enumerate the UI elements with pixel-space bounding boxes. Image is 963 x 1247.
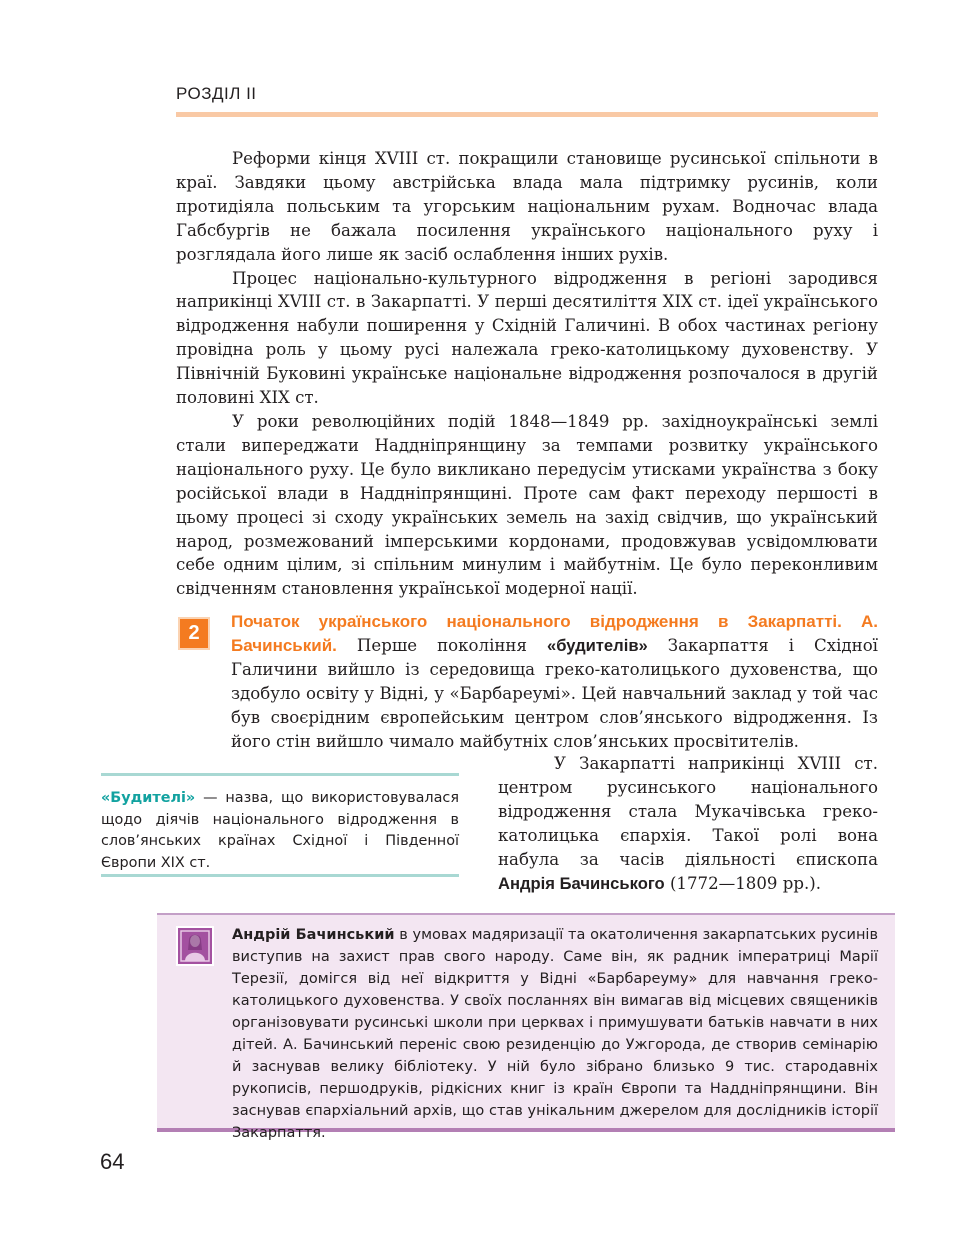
section-term: «будителів» (547, 636, 648, 655)
definition-body: — назва, що використовувалася щодо діячів національного відродження в слов’янських країнах Східної і Південної Європи XIX ст. (101, 790, 459, 871)
right-paragraph (498, 752, 878, 896)
section-intro (176, 610, 878, 754)
portrait-icon (176, 926, 214, 966)
paragraph-3: У роки революційних подій 1848—1849 рр. західноукраїнські землі стали випереджати Наддніпрянщину за темпами розвитку українського національного руху. Це було викликано передусім утисками українства з боку російської влади в Наддніпрянщині. Проте сам факт переходу першості в цьому процесі зі сходу українських земель на захід свідчив, що український народ, розмежований імперськими кордонами, продовжував усвідомлювати себе одним цілим, зі спільним минулим і майбутнім. Це було переконливим свідченням становлення української модерної нації. (176, 411, 878, 599)
biography-text (232, 924, 878, 1144)
definition-text (101, 788, 459, 874)
section-text-b: Закарпаття і Східної Галичини вийшло із середовища греко-католицького духовенства, що здобуло освіту у Відні, у «Барбареумі». Цей навчальний заклад у той час був своєрідним європейським центром слов’янського відродження. Із його стін вийшло чимало майбутніх слов’янських просвітителів. (231, 636, 878, 751)
right-column-text (498, 752, 878, 896)
section-title: Початок українського національного відродження в Закарпатті. А. Бачинський. (231, 612, 878, 655)
right-name: Андрія Бачинського (498, 874, 665, 893)
right-text-a: У Закарпатті наприкінці XVIII ст. центром русинського національного відродження стала Мукачівська греко-католицька єпархія. Такої ролі вона набула за часів діяльності єпископа (498, 754, 878, 869)
main-text (176, 147, 878, 601)
section-number-badge: 2 (178, 617, 210, 650)
chapter-title: РОЗДІЛ ІІ (176, 84, 257, 103)
biography-body: в умовах мадяризації та окатоличення закарпатських русинів виступив на захист прав свого народу. Саме він, як радник імператриці Марії Терезії, домігся від неї відкриття у Відні «Барбареуму» для навчання греко-католицького духовенства. У своїх посланнях він вимагав від місцевих священиків організовувати русинські школи при церквах і примушувати батьків навчати в них дітей. А. Бачинський переніс свою резиденцію до Ужгорода, де створив семінарію й заснував велику бібліотеку. У ній було зібрано близько 9 тис. стародавніх рукописів, першодруків, рідкісних книг із країн Європи та Наддніпрянщини. Він заснував єпархіальний архів, що став унікальним джерелом для дослідників історії Закарпаття. (232, 927, 879, 1141)
biography-name: Андрій Бачинський (232, 927, 395, 943)
definition-sidebar (101, 773, 459, 877)
paragraph-2: Процес національно-культурного відродження в регіоні зародився наприкінці XVIII ст. в Закарпатті. У перші десятиліття XIX ст. ідеї українського відродження набули поширення у Східній Галичині. В обох частинах регіону провідна роль у цьому русі належала греко-католицькому духовенству. У Північній Буковині українське національне відродження розпочалося в другій половині XIX ст. (176, 268, 878, 408)
definition-term: «Будителі» (101, 790, 196, 806)
section-2-text (176, 610, 878, 754)
page-number: 64 (100, 1149, 125, 1174)
section-text-a: Перше покоління (336, 636, 547, 655)
biography-box (157, 913, 895, 1141)
paragraph-1: Реформи кінця XVIII ст. покращили становище русинської спільноти в краї. Завдяки цьому австрійська влада мала підтримку русинів, коли протидіяла польським та угорським національним рухам. Водночас влада Габсбургів не бажала посилення українського національного руху і розглядала його лише як засіб ослаблення інших рухів. (176, 149, 878, 264)
chapter-header (176, 82, 878, 117)
right-text-b: (1772—1809 рр.). (664, 874, 822, 893)
